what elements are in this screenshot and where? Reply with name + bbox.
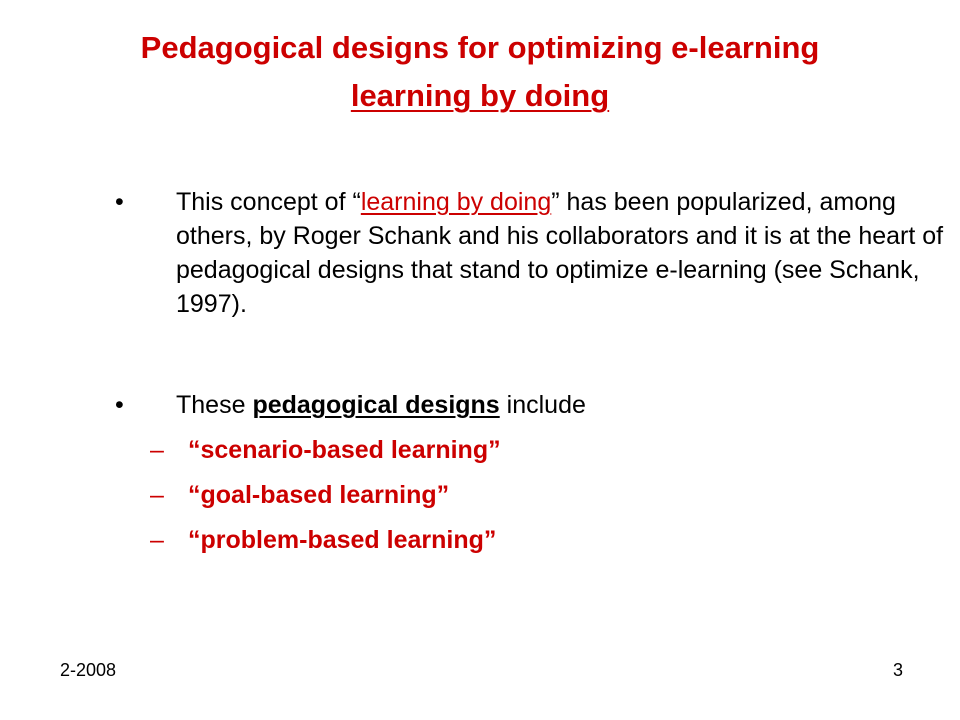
dash-marker: – xyxy=(150,436,164,464)
bullet-item-pedagogical-designs xyxy=(115,388,955,422)
sub-item-label: “scenario-based learning” xyxy=(188,436,501,464)
bullet-text-post: ” has been popularized, among others, by Roger Schank and his collaborators and it is at the heart of pedagogical designs that stand to optimize e-learning (see Schank, 1997). xyxy=(176,188,944,318)
pedagogical-designs-highlight: pedagogical designs xyxy=(252,391,500,419)
bullet-text xyxy=(176,185,955,321)
bullet-text-pre: These xyxy=(176,391,253,419)
bullet-item-learning-by-doing xyxy=(115,185,955,321)
bullet-text-post: include xyxy=(499,391,586,419)
sub-item-scenario-based xyxy=(150,433,930,467)
footer-date: 2-2008 xyxy=(60,660,117,680)
sub-item-problem-based xyxy=(150,523,930,557)
sub-item-label: “problem-based learning” xyxy=(188,526,497,554)
title-line-2: learning by doing xyxy=(350,78,610,113)
slide-title xyxy=(20,24,940,120)
sub-item-label: “goal-based learning” xyxy=(188,481,450,509)
dash-marker: – xyxy=(150,481,164,509)
footer-page-number: 3 xyxy=(892,660,903,680)
title-line-1: Pedagogical designs for optimizing e-learning xyxy=(140,30,820,65)
bullet-text-pre: This concept of “ xyxy=(176,188,361,216)
bullet-marker: • xyxy=(115,391,124,419)
bullet-text xyxy=(176,388,955,422)
learning-by-doing-highlight: learning by doing xyxy=(360,188,552,216)
dash-marker: – xyxy=(150,526,164,554)
sub-item-goal-based xyxy=(150,478,930,512)
bullet-marker: • xyxy=(115,188,124,216)
